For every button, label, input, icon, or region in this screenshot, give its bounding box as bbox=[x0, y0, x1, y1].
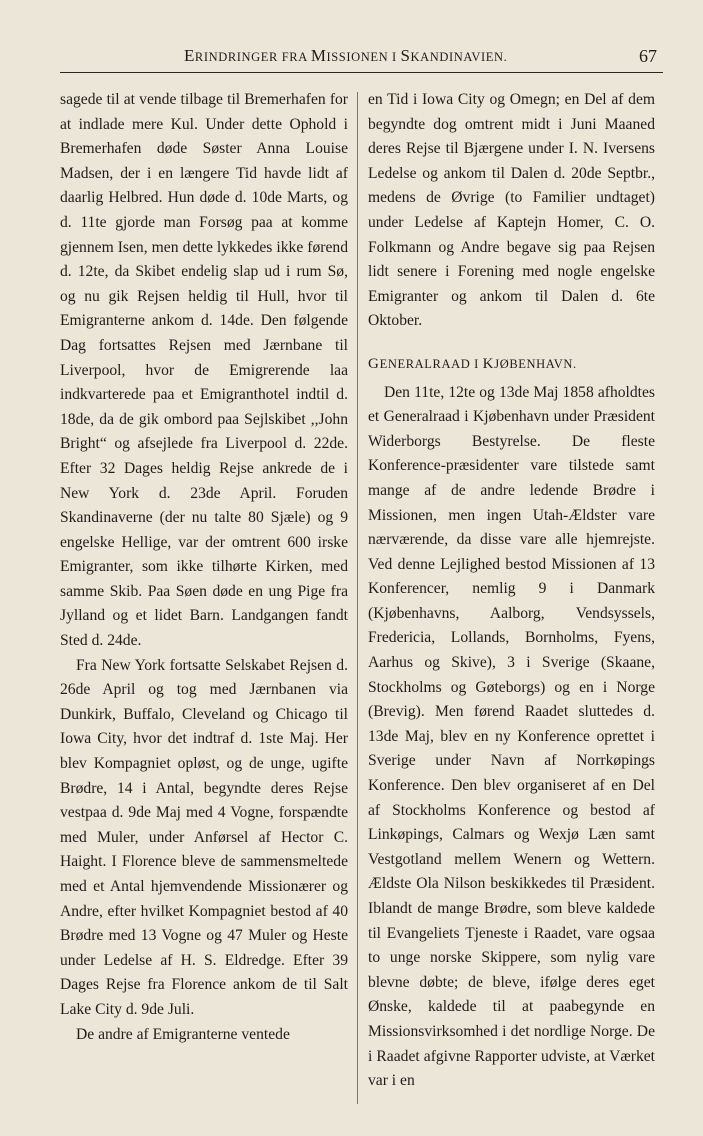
heading-word: GENERALRAAD bbox=[368, 355, 475, 372]
header-rule bbox=[60, 72, 663, 73]
section-heading bbox=[368, 352, 655, 377]
column-divider bbox=[357, 92, 358, 1104]
paragraph: Fra New York fortsatte Selskabet Rejsen d. 26de April og tog med Jærnbanen via Dunkirk, Buffalo, Cleveland og Chicago til Iowa City, hvor det indtraf d. 1ste Maj. Her blev Kompagniet opløst, og de unge, ugifte Brødre, 14 i Antal, begyndte deres Rejse vestpaa d. 9de Maj med 4 Vogne, forspændte med Muler, under Anførsel af Hector C. Haight. I Florence bleve de sammensmeltede med et Antal hjemvendende Missionærer og Andre, efter hvilket Kompagniet bestod af 40 Brødre med 13 Vogne og 47 Muler og Heste under Ledelse af H. S. Eldredge. Efter 39 Dages Rejse fra Florence ankom de til Salt Lake City d. 9de Juli. bbox=[60, 656, 348, 1018]
right-column bbox=[368, 88, 655, 1094]
page-number: 67 bbox=[639, 46, 657, 66]
title-word: FRA bbox=[281, 50, 311, 64]
left-column bbox=[60, 88, 348, 1047]
title-word: ERINDRINGER bbox=[184, 46, 282, 65]
heading-word: KJØBENHAVN. bbox=[482, 355, 577, 372]
title-word: SKANDINAVIEN. bbox=[400, 46, 508, 65]
paragraph: en Tid i Iowa City og Omegn; en Del af dem begyndte dog omtrent midt i Juni Maaned deres Rejse til Bjærgene under I. N. Iversens Ledelse og ankom til Dalen d. 20de Septbr., medens de Øvrige (to Familier undtaget) under Ledelse af Kaptejn Homer, C. O. Folkmann og Andre begave sig paa Rejsen lidt senere i Forening med nogle engelske Emigranter og ankom til Dalen d. 6te Oktober. bbox=[368, 91, 655, 330]
heading-word: I bbox=[474, 356, 483, 371]
paragraph: Den 11te, 12te og 13de Maj 1858 afholdtes et Generalraad i Kjøbenhavn under Præsident Widerborgs Bestyrelse. De fleste Konference-præsidenter vare tilstede samt mange af de andre ledende Brødre i Missionen, men ingen Utah-Ældster vare nærværende, da disse vare alle hjemrejste. Ved denne Lejlighed bestod Missionen af 13 Konferencer, nemlig 9 i Danmark (Kjøbenhavns, Aalborg, Vendsyssels, Fredericia, Lollands, Bornholms, Fyens, Aarhus og Skive), 3 i Sverige (Skaane, Stockholms og Gøteborgs) og en i Norge (Brevig). Men førend Raadet sluttedes d. 13de Maj, blev en ny Konference oprettet i Sverige under Navn af Norrkøpings Konference. Den blev organiseret af en Del af Stockholms Konference og bestod af Linkøpings, Calmars og Wexjø Læn samt Vestgotland mellem Wenern og Wettern. Ældste Ola Nilson beskikkedes til Præsident. Iblandt de mange Brødre, som bleve kaldede til Evangeliets Tjeneste i Raadet, vare ogsaa to unge norske Skippere, som nylig vare blevne døbte; de bleve, ifølge deres eget Ønske, kaldede til at paabegynde en Missionsvirksomhed i det nordlige Norge. De i Raadet afgivne Rapporter udviste, at Værket var i en bbox=[368, 383, 655, 1090]
title-word: MISSIONEN bbox=[310, 46, 392, 65]
paragraph: sagede til at vende tilbage til Bremerhafen for at indlade mere Kul. Under dette Ophold i Bremerhafen døde Søster Anna Louise Madsen, der i en længere Tid havde lidt af daarlig Helbred. Hun døde d. 10de Marts, og d. 11te gjorde man Forsøg paa at komme gjennem Isen, men dette lykkedes ikke førend d. 12te, da Skibet endelig slap ud i rum Sø, og nu gik Rejsen heldig til Hull, hvor til Emigranterne ankom d. 14de. Den følgende Dag fortsattes Rejsen med Jærnbane til Liverpool, hvor de Emigrerende laa indkvarterede paa et Emigranthotel indtil d. 18de, da de gik ombord paa Sejlskibet ,,John Bright“ og afsejlede fra Liverpool d. 22de. Efter 32 Dages heldig Rejse ankrede de i New York d. 23de April. Foruden Skandinaverne (der nu talte 80 Sjæle) og 9 engelske Hellige, var der omtrent 600 irske Emigranter, som ikke tilhørte Kirken, med samme Skib. Paa Søen døde en ung Pige fra Jylland og et lidet Barn. Landgangen fandt Sted d. 24de. bbox=[60, 91, 348, 650]
running-header bbox=[60, 44, 663, 74]
running-title bbox=[184, 46, 507, 66]
title-word: I bbox=[391, 50, 401, 64]
paragraph: De andre af Emigranterne ventede bbox=[76, 1025, 290, 1043]
